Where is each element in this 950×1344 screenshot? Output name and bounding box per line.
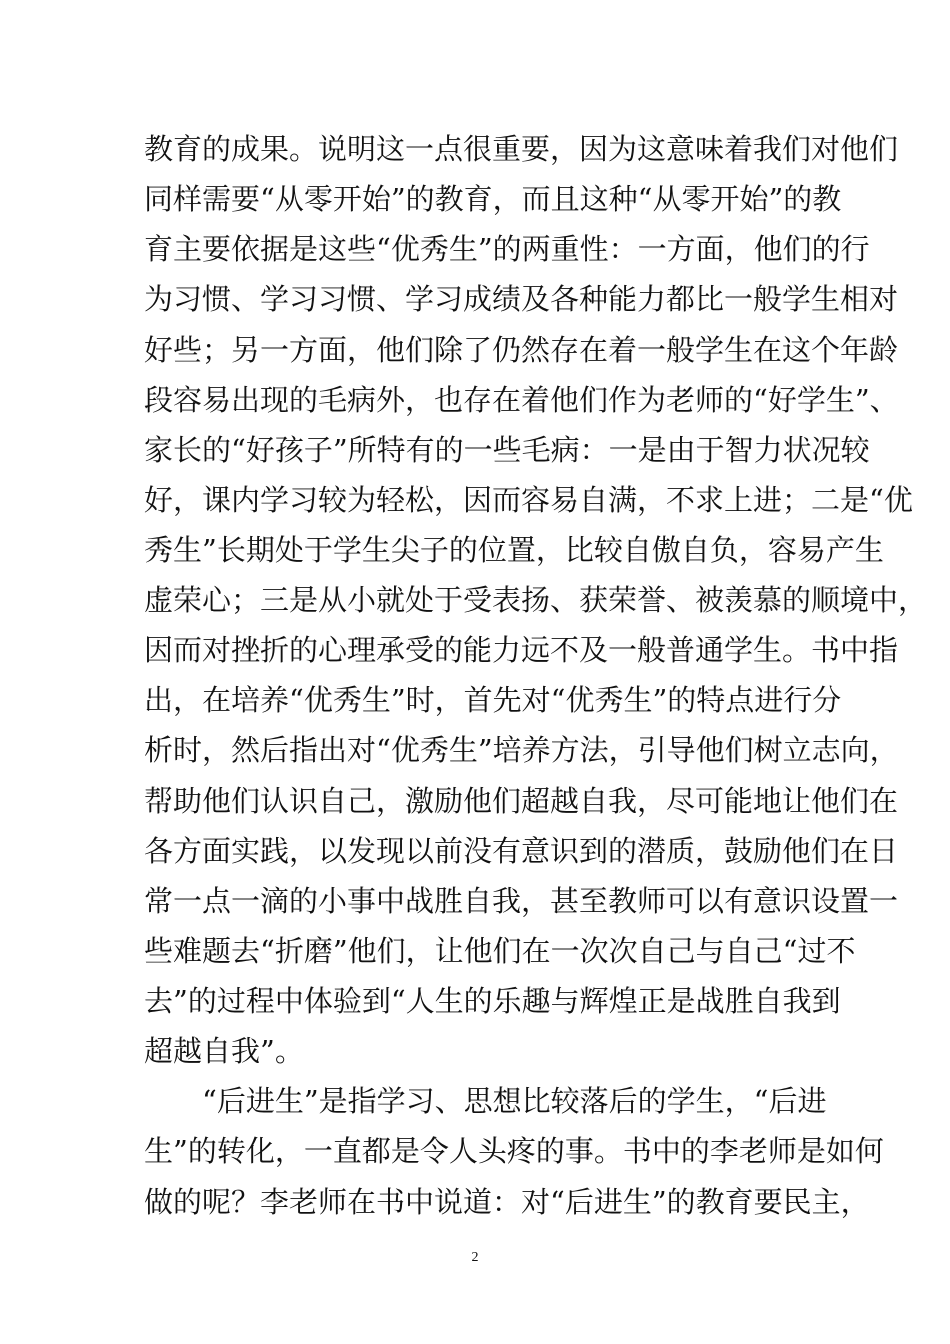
paragraph-1-line-1: 教育的成果。说明这一点很重要，因为这意味着我们对他们 (144, 132, 899, 166)
paragraph-1-line-4: 为习惯、学习习惯、学习成绩及各种能力都比一般学生相对 (144, 282, 899, 316)
paragraph-1-line-15: 各方面实践，以发现以前没有意识到的潜质，鼓励他们在日 (144, 834, 899, 868)
paragraph-1-line-18: 去”的过程中体验到“人生的乐趣与辉煌正是战胜自我到 (144, 984, 841, 1018)
paragraph-1-line-13: 析时，然后指出对“优秀生”培养方法，引导他们树立志向， (144, 733, 899, 767)
paragraph-1-line-6: 段容易出现的毛病外，也存在着他们作为老师的“好学生”、 (144, 383, 899, 417)
paragraph-1-line-10: 虚荣心；三是从小就处于受表扬、获荣誉、被羡慕的顺境中， (144, 583, 928, 617)
paragraph-1-line-2: 同样需要“从零开始”的教育，而且这种“从零开始”的教 (144, 182, 842, 216)
paragraph-1-line-8: 好，课内学习较为轻松，因而容易自满，不求上进；二是“优 (144, 483, 913, 517)
paragraph-1-line-11: 因而对挫折的心理承受的能力远不及一般普通学生。书中指 (144, 633, 899, 667)
paragraph-1-line-12: 出，在培养“优秀生”时，首先对“优秀生”的特点进行分 (144, 683, 842, 717)
paragraph-1-line-5: 好些；另一方面，他们除了仍然存在着一般学生在这个年龄 (144, 333, 899, 367)
paragraph-1-line-16: 常一点一滴的小事中战胜自我，甚至教师可以有意识设置一 (144, 884, 899, 918)
paragraph-1-line-9: 秀生”长期处于学生尖子的位置，比较自傲自负，容易产生 (144, 533, 884, 567)
paragraph-1-line-17: 些难题去“折磨”他们，让他们在一次次自己与自己“过不 (144, 934, 856, 968)
paragraph-1-line-3: 育主要依据是这些“优秀生”的两重性：一方面，他们的行 (144, 232, 870, 266)
paragraph-2-line-2: 生”的转化，一直都是令人头疼的事。书中的李老师是如何 (144, 1134, 884, 1168)
paragraph-1-line-7: 家长的“好孩子”所特有的一些毛病：一是由于智力状况较 (144, 433, 870, 467)
page-number: 2 (471, 1250, 479, 1265)
paragraph-1-line-14: 帮助他们认识自己，激励他们超越自我，尽可能地让他们在 (144, 784, 899, 818)
paragraph-2-line-3: 做的呢？李老师在书中说道：对“后进生”的教育要民主， (144, 1185, 870, 1219)
paragraph-1-line-19: 超越自我”。 (144, 1034, 304, 1068)
paragraph-2-line-1: “后进生”是指学习、思想比较落后的学生，“后进 (202, 1084, 827, 1118)
